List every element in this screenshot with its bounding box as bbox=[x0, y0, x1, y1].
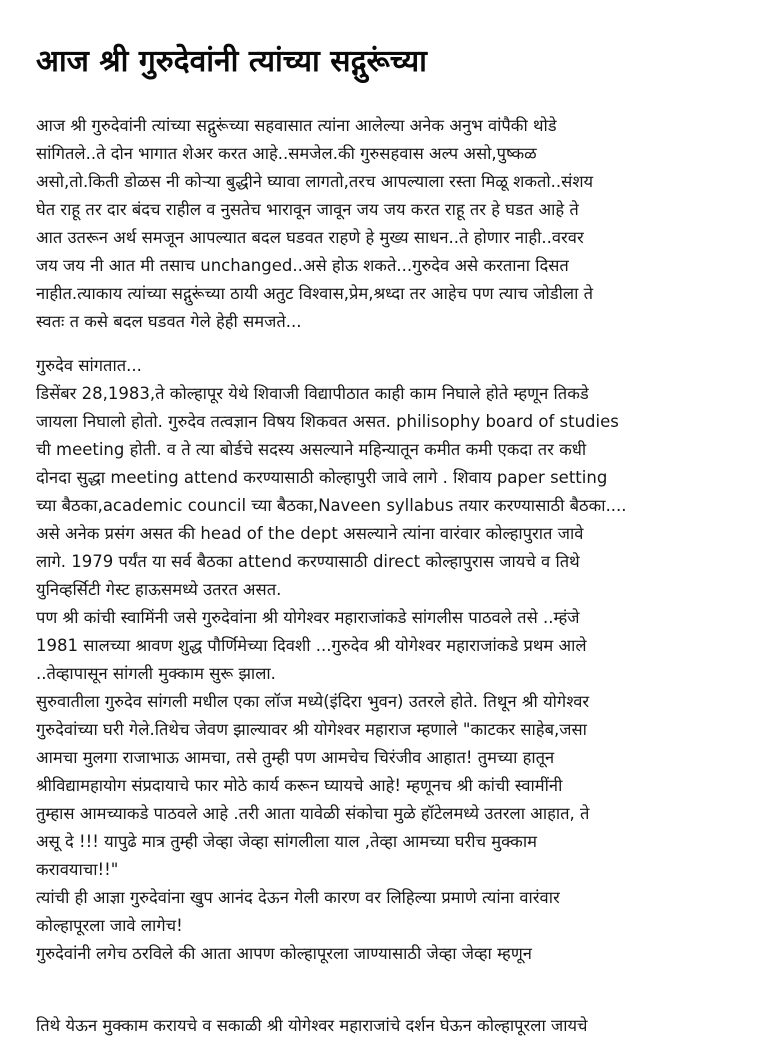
text-line: करावयाचा!!" bbox=[36, 860, 119, 879]
text-line: जायला निघालो होतो. गुरुदेव तत्वज्ञान विषय शिकवत असत. philisophy board of studies bbox=[36, 412, 619, 431]
text-line: तुम्हास आमच्याकडे पाठवले आहे .तरी आता यावेळी संकोचा मुळे हॉटेलमध्ये उतरला आहात, ते bbox=[36, 804, 590, 823]
text-line: स्वतः त कसे बदल घडवत गेले हेही समजते... bbox=[36, 312, 302, 331]
text-line: असो,तो.किती डोळस नी कोऱ्या बुद्धीने घ्यावा लागतो,तरच आपल्याला रस्ता मिळू शकतो..संशय bbox=[36, 172, 594, 191]
text-line: डिसेंबर 28,1983,ते कोल्हापूर येथे शिवाजी विद्यापीठात काही काम निघाले होते म्हणून तिकडे bbox=[36, 384, 589, 403]
text-line: कोल्हापूरला जावे लागेच! bbox=[36, 916, 183, 935]
text-line: गुरुदेव सांगतात... bbox=[36, 356, 142, 375]
text-line: लागे. 1979 पर्यंत या सर्व बैठका attend करण्यासाठी direct कोल्हापुरास जायचे व तिथे bbox=[36, 552, 580, 571]
text-line: असे अनेक प्रसंग असत की head of the dept असल्याने त्यांना वारंवार कोल्हापुरात जावे bbox=[36, 524, 584, 543]
text-line: नाहीत.त्याकाय त्यांच्या सद्गुरूंच्या ठायी अतुट विश्वास,प्रेम,श्रध्दा तर आहेच पण त्याच जोडीला ते bbox=[36, 284, 594, 303]
document-title: आज श्री गुरुदेवांनी त्यांच्या सद्गुरूंच्या bbox=[36, 44, 427, 79]
paragraph-gap bbox=[36, 336, 736, 352]
text-line: घेत राहू तर दार बंदच राहील व नुसतेच भारावून जावून जय जय करत राहू तर हे घडत आहे ते bbox=[36, 200, 579, 219]
text-line: ..तेव्हापासून सांगली मुक्काम सुरू झाला. bbox=[36, 664, 276, 683]
text-line: श्रीविद्यामहायोग संप्रदायाचे फार मोठे कार्य करून घ्यायचे आहे! म्हणूनच श्री कांची स्वामींनी bbox=[36, 776, 563, 795]
text-line: पण श्री कांची स्वामिंनी जसे गुरुदेवांना श्री योगेश्वर महाराजांकडे सांगलीस पाठवले तसे ..म्हंजे bbox=[36, 608, 580, 627]
text-line: सांगितले..ते दोन भागात शेअर करत आहे..समजेल.की गुरुसहवास अल्प असो,पुष्कळ bbox=[36, 144, 537, 163]
text-line: च्या बैठका,academic council च्या बैठका,Naveen syllabus तयार करण्यासाठी बैठका.... bbox=[36, 496, 627, 515]
text-line: आत उतरून अर्थ समजून आपल्यात बदल घडवत राहणे हे मुख्य साधन..ते होणार नाही..वरवर bbox=[36, 228, 584, 247]
document-body bbox=[36, 112, 736, 968]
text-line: सुरुवातीला गुरुदेव सांगली मधील एका लॉज मध्ये(इंदिरा भुवन) उतरले होते. तिथून श्री योगेश्वर bbox=[36, 692, 590, 711]
text-line: दोनदा सुद्धा meeting attend करण्यासाठी कोल्हापुरी जावे लागे . शिवाय paper setting bbox=[36, 468, 608, 487]
paragraph-story bbox=[36, 352, 736, 968]
text-line: गुरुदेवांच्या घरी गेले.तिथेच जेवण झाल्यावर श्री योगेश्वर महाराज म्हणाले "काटकर साहेब,जसा bbox=[36, 720, 587, 739]
text-line: जय जय नी आत मी तसाच unchanged..असे होऊ शकते...गुरुदेव असे करताना दिसत bbox=[36, 256, 569, 275]
paragraph-intro bbox=[36, 112, 736, 336]
text-line: गुरुदेवांनी लगेच ठरविले की आता आपण कोल्हापूरला जाण्यासाठी जेव्हा जेव्हा म्हणून bbox=[36, 944, 532, 963]
text-line: त्यांची ही आज्ञा गुरुदेवांना खुप आनंद देऊन गेली कारण वर लिहिल्या प्रमाणे त्यांना वारंवार bbox=[36, 888, 560, 907]
text-line: 1981 सालच्या श्रावण शुद्ध पौर्णिमेच्या दिवशी ...गुरुदेव श्री योगेश्वर महाराजांकडे प्रथम आले bbox=[36, 636, 587, 655]
text-line: असू दे !!! यापुढे मात्र तुम्ही जेव्हा जेव्हा सांगलीला याल ,तेव्हा आमच्या घरीच मुक्काम bbox=[36, 832, 537, 851]
text-line-partially-visible: तिथे येऊन मुक्काम करायचे व सकाळी श्री योगेश्वर महाराजांचे दर्शन घेऊन कोल्हापूरला जायचे bbox=[36, 1016, 588, 1035]
text-line: ची meeting होती. व ते त्या बोर्डचे सदस्य असल्याने महिन्यातून कमीत कमी एकदा तर कधी bbox=[36, 440, 587, 459]
text-line: आज श्री गुरुदेवांनी त्यांच्या सद्गुरूंच्या सहवासात त्यांना आलेल्या अनेक अनुभ वांपैकी थोडे bbox=[36, 116, 557, 135]
text-line: आमचा मुलगा राजाभाऊ आमचा, तसे तुम्ही पण आमचेच चिरंजीव आहात! तुमच्या हातून bbox=[36, 748, 555, 767]
text-line: युनिव्हर्सिटी गेस्ट हाऊसमध्ये उतरत असत. bbox=[36, 580, 282, 599]
